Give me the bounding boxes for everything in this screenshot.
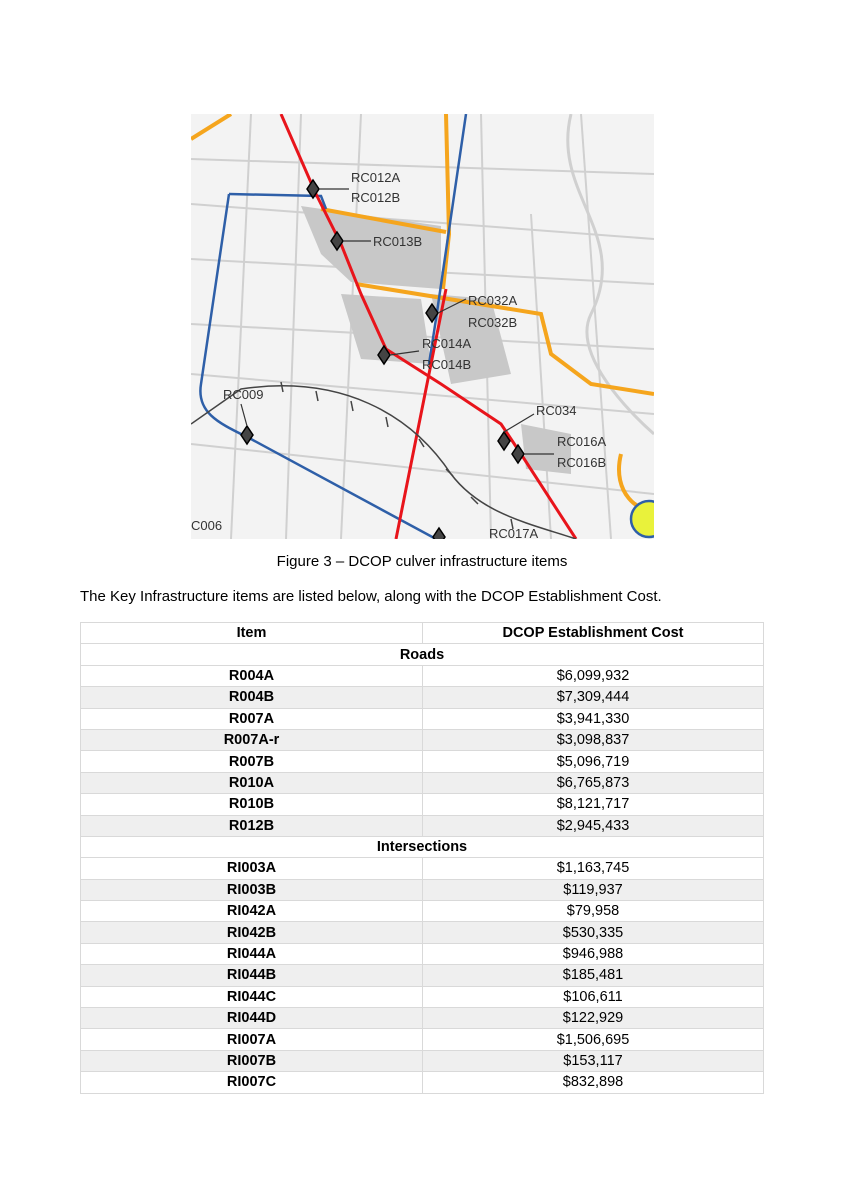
item-cell: R004B	[81, 687, 423, 708]
cost-cell: $119,937	[423, 879, 764, 900]
cost-cell: $79,958	[423, 901, 764, 922]
label-rc017a: RC017A	[489, 526, 539, 539]
cost-cell: $2,945,433	[423, 815, 764, 836]
dcop-culvert-map	[191, 114, 654, 539]
label-c006: C006	[191, 518, 223, 533]
item-cell: RI003B	[81, 879, 423, 900]
cost-cell: $832,898	[423, 1072, 764, 1093]
item-cell: R007A	[81, 708, 423, 729]
map-canvas	[191, 114, 654, 539]
cost-cell: $106,611	[423, 986, 764, 1007]
table-row	[81, 922, 764, 943]
item-cell: R007B	[81, 751, 423, 772]
label-rc014a: RC014A	[422, 336, 472, 351]
label-rc012a: RC012A	[351, 170, 401, 185]
roads-group-heading	[81, 644, 764, 665]
cost-cell: $1,506,695	[423, 1029, 764, 1050]
table-row	[81, 986, 764, 1007]
table-row	[81, 687, 764, 708]
table-row	[81, 772, 764, 793]
item-cell: RI007B	[81, 1050, 423, 1071]
item-cell: RI044B	[81, 965, 423, 986]
label-rc016a: RC016A	[557, 434, 607, 449]
intersections-group-heading-label: Intersections	[81, 836, 764, 857]
table-row	[81, 794, 764, 815]
table-header-row	[81, 623, 764, 644]
label-rc014b: RC014B	[422, 357, 472, 372]
item-cell: RI044C	[81, 986, 423, 1007]
table-row	[81, 879, 764, 900]
table-row	[81, 708, 764, 729]
cost-cell: $122,929	[423, 1008, 764, 1029]
item-cell: RI044D	[81, 1008, 423, 1029]
cost-cell: $530,335	[423, 922, 764, 943]
cost-cell: $7,309,444	[423, 687, 764, 708]
intersections-group-heading	[81, 836, 764, 857]
label-rc032a: RC032A	[468, 293, 518, 308]
item-cell: RI007A	[81, 1029, 423, 1050]
table-row	[81, 665, 764, 686]
cost-cell: $1,163,745	[423, 858, 764, 879]
cost-cell: $3,098,837	[423, 729, 764, 750]
item-cell: R010B	[81, 794, 423, 815]
header-item: Item	[81, 623, 423, 644]
table-row	[81, 1008, 764, 1029]
table-row	[81, 858, 764, 879]
cost-cell: $946,988	[423, 943, 764, 964]
cost-cell: $185,481	[423, 965, 764, 986]
label-rc034: RC034	[536, 403, 577, 418]
roads-group-heading-label: Roads	[81, 644, 764, 665]
label-rc032b: RC032B	[468, 315, 518, 330]
table-row	[81, 729, 764, 750]
item-cell: RI044A	[81, 943, 423, 964]
infrastructure-cost-table	[80, 622, 764, 1094]
item-cell: RI042A	[81, 901, 423, 922]
cost-cell: $8,121,717	[423, 794, 764, 815]
header-cost: DCOP Establishment Cost	[423, 623, 764, 644]
intro-paragraph: The Key Infrastructure items are listed below, along with the DCOP Establishment Cost.	[80, 588, 662, 605]
item-cell: R007A-r	[81, 729, 423, 750]
table-row	[81, 751, 764, 772]
item-cell: R010A	[81, 772, 423, 793]
cost-cell: $153,117	[423, 1050, 764, 1071]
figure-caption: Figure 3 – DCOP culver infrastructure items	[276, 553, 568, 570]
item-cell: RI042B	[81, 922, 423, 943]
cost-cell: $5,096,719	[423, 751, 764, 772]
cost-cell: $6,765,873	[423, 772, 764, 793]
label-rc016b: RC016B	[557, 455, 607, 470]
item-cell: R004A	[81, 665, 423, 686]
table-row	[81, 965, 764, 986]
cost-cell: $6,099,932	[423, 665, 764, 686]
label-rc013b: RC013B	[373, 234, 423, 249]
table-body	[81, 644, 764, 1093]
item-cell: R012B	[81, 815, 423, 836]
cost-cell: $3,941,330	[423, 708, 764, 729]
table-row	[81, 1072, 764, 1093]
label-rc009: RC009	[223, 387, 264, 402]
table-row	[81, 1029, 764, 1050]
table-row	[81, 943, 764, 964]
table-row	[81, 1050, 764, 1071]
table-row	[81, 815, 764, 836]
label-rc012b: RC012B	[351, 190, 401, 205]
item-cell: RI003A	[81, 858, 423, 879]
item-cell: RI007C	[81, 1072, 423, 1093]
table-row	[81, 901, 764, 922]
